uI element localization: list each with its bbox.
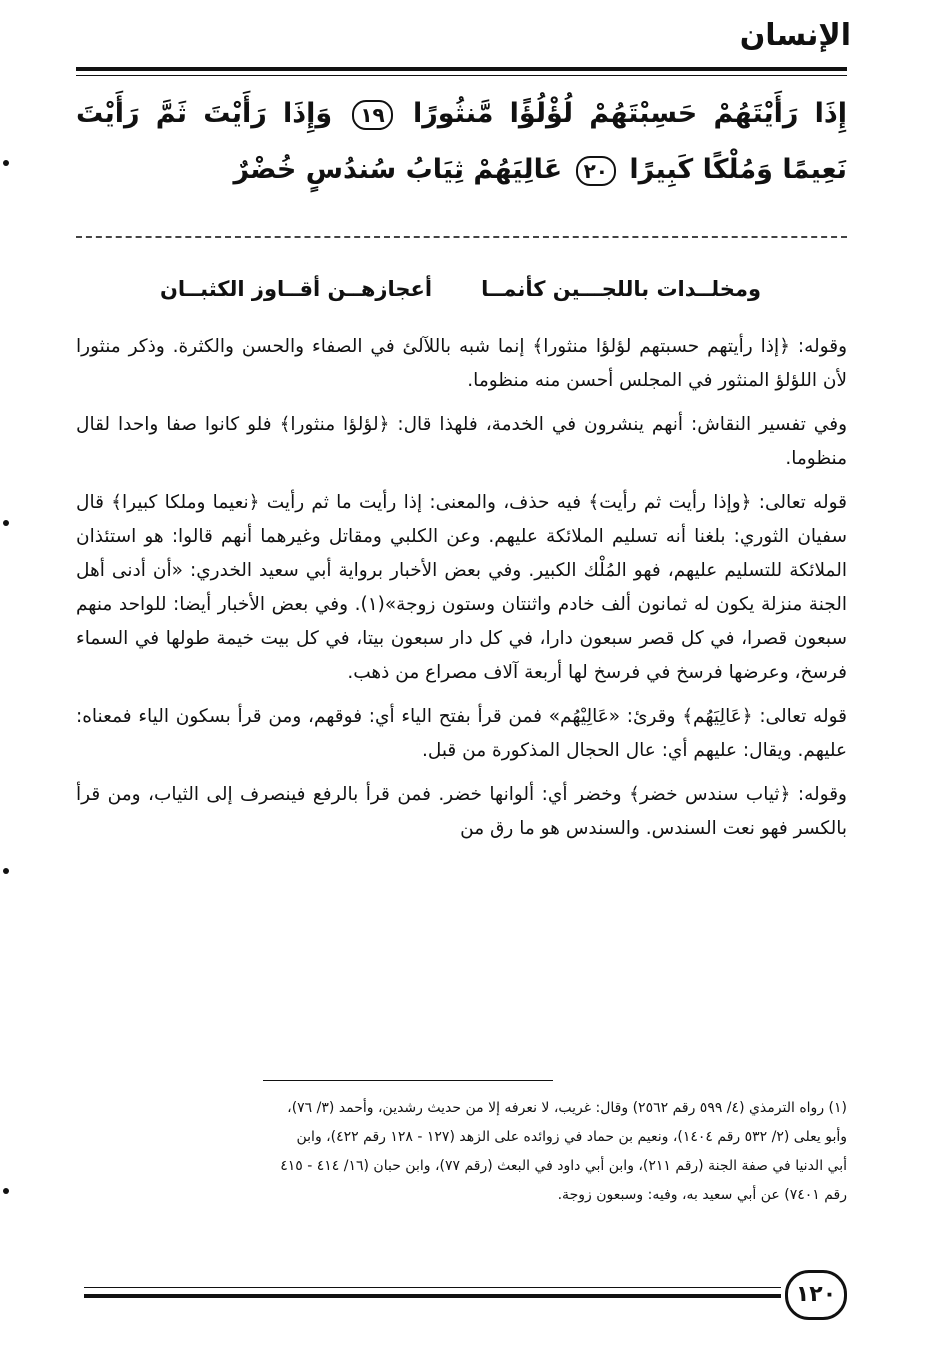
poetry-second-hemistich: أعجازهــن أقــاوز الكثبــان bbox=[160, 277, 433, 301]
footnote-line: وأبو يعلى (٢/ ٥٣٢ رقم ١٤٠٤)، ونعيم بن حماد في زوائده على الزهد (١٢٧ - ١٢٨ رقم ٤٢٢)، وابن bbox=[296, 1129, 847, 1145]
footer-thick-rule bbox=[84, 1294, 781, 1298]
footnote-line: (١) رواه الترمذي (٤/ ٥٩٩ رقم ٢٥٦٢) وقال: غريب، لا نعرفه إلا من حديث رشدين، وأحمد (٣/ ٧٦)، bbox=[287, 1100, 847, 1116]
header-thick-rule bbox=[76, 67, 847, 71]
footnotes bbox=[76, 1094, 847, 1210]
paragraph: وقوله: ﴿إذا رأيتهم حسبتهم لؤلؤا منثورا﴾ إنما شبه باللآلئ في الصفاء والحسن والكثرة. وذكر منثورا لأن اللؤلؤ المنثور في المجلس أحسن منه منظوما. bbox=[76, 336, 847, 391]
paragraph: قوله تعالى: ﴿عَالِيَهُم﴾ وقرئ: «عَالِيْهُم» فمن قرأ بفتح الياء أي: فوقهم، ومن قرأ بسكون الياء فمعناه: عليهم. ويقال: عليهم أي: عال الحجال المذكورة من قبل. bbox=[76, 706, 847, 761]
running-header-title: الإنسان bbox=[739, 18, 851, 53]
margin-mark bbox=[3, 868, 9, 874]
paragraph: وفي تفسير النقاش: أنهم ينشرون في الخدمة، فلهذا قال: ﴿لؤلؤا منثورا﴾ فلو كانوا صفا واحدا لقال منظوما. bbox=[76, 414, 847, 469]
poetry-first-hemistich: ومخلــدات باللجـــين كأنمــا bbox=[481, 277, 761, 301]
page-number: ١٢٠ bbox=[785, 1270, 847, 1320]
verse-20-text: وَإِذَا رَأَيْتَ ثَمَّ رَأَيْتَ نَعِيمًا وَمُلْكًا كَبِيرًا bbox=[76, 98, 847, 185]
footer-thin-rule bbox=[84, 1287, 781, 1288]
margin-mark bbox=[3, 1188, 9, 1194]
commentary-body bbox=[76, 330, 847, 856]
footnote-separator bbox=[263, 1080, 553, 1081]
poetry-line bbox=[160, 272, 761, 306]
quran-verses bbox=[76, 86, 847, 198]
verse-19-text: إِذَا رَأَيْتَهُمْ حَسِبْتَهُمْ لُؤْلُؤًا مَّنثُورًا bbox=[412, 98, 847, 129]
verse-number-20: ٢٠ bbox=[576, 156, 616, 186]
verse-21-text: عَالِيَهُمْ ثِيَابُ سُندُسٍ خُضْرٌ bbox=[233, 154, 563, 185]
paragraph: وقوله: ﴿ثياب سندس خضر﴾ وخضر أي: ألوانها خضر. فمن قرأ بالرفع فينصرف إلى الثياب، ومن قرأ بالكسر فهو نعت السندس. والسندس هو ما رق من bbox=[76, 784, 847, 839]
footnote-line: أبي الدنيا في صفة الجنة (رقم ٢١١)، وابن أبي داود في البعث (رقم ٧٧)، وابن حبان (١٦/ ٤١٤ - ٤١٥ bbox=[280, 1158, 847, 1174]
margin-mark bbox=[3, 160, 9, 166]
verse-number-19: ١٩ bbox=[352, 100, 392, 130]
footnote-line: رقم ٧٤٠١) عن أبي سعيد به، وفيه: وسبعون زوجة. bbox=[557, 1187, 847, 1203]
paragraph: قوله تعالى: ﴿وإذا رأيت ثم رأيت﴾ فيه حذف، والمعنى: إذا رأيت ما ثم رأيت ﴿نعيما وملكا كبيرا﴾ قال سفيان الثوري: بلغنا أنه تسليم الملائكة عليهم. وعن الكلبي ومقاتل وغيرهما أنهم قالوا: هو استئذان الملائكة للتسليم عليهم، فهو المُلْك الكبير. وفي بعض الأخبار برواية أبي سعيد الخدري: «أن أدنى أهل الجنة منزلة يكون له ثمانون ألف خادم واثنتان وستون زوجة»(١). وفي بعض الأخبار أيضا: للواحد منهم سبعون قصرا، في كل قصر سبعون دارا، في كل دار سبعون بيتا، في كل بيت خيمة طولها في السماء فرسخ، وعرضها فرسخ في فرسخ لها أربعة آلاف مصراع من ذهب. bbox=[76, 492, 847, 683]
margin-mark bbox=[3, 520, 9, 526]
verses-separator bbox=[76, 236, 847, 238]
header-thin-rule bbox=[76, 75, 847, 76]
